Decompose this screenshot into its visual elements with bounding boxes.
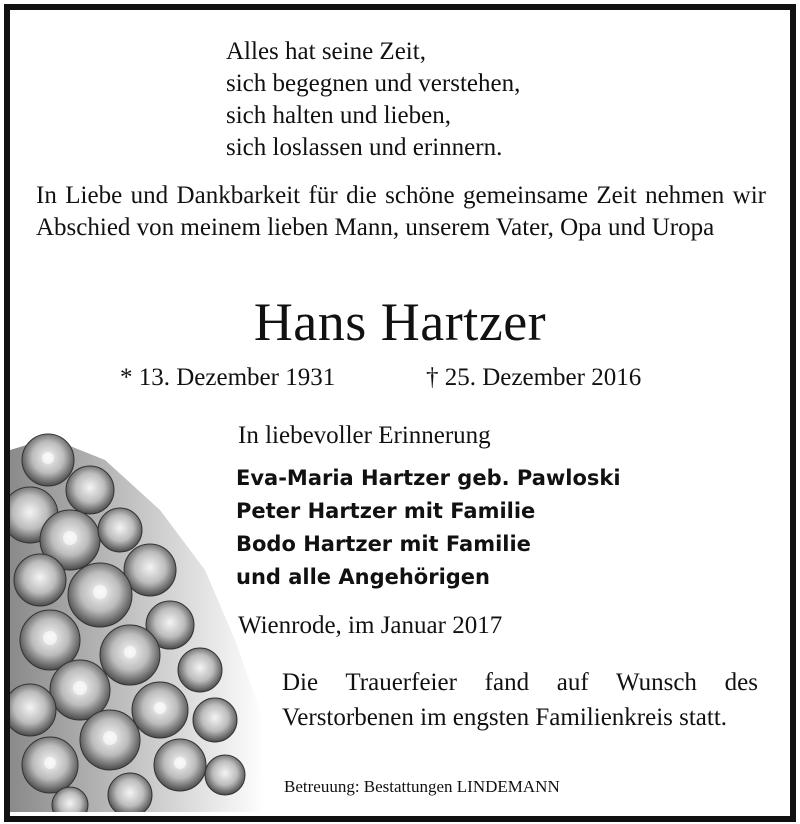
mourner: und alle Angehörigen [236, 565, 490, 589]
poem-line: sich begegnen und verstehen, [226, 70, 521, 97]
intro-text: In Liebe und Dankbarkeit für die schöne gemeinsame Zeit nehmen wir Abschied von meinem lieben Mann, unserem Vater, Opa und Uropa [36, 182, 766, 241]
poem [226, 36, 520, 164]
mourners-list [236, 462, 621, 594]
deceased-name: Hans Hartzer [253, 292, 547, 352]
memory-line: In liebevoller Erinnerung [238, 422, 491, 449]
death-date: † 25. Dezember 2016 [426, 364, 642, 391]
poem-line: sich loslassen und erinnern. [226, 134, 503, 161]
obituary-notice [4, 4, 796, 822]
poem-line: Alles hat seine Zeit, [226, 38, 426, 65]
funeral-notice: Die Trauerfeier fand auf Wunsch des Verstorbenen im engsten Familienkreis statt. [282, 669, 758, 731]
flowers-image [10, 420, 270, 812]
mourner: Eva-Maria Hartzer geb. Pawloski [236, 466, 621, 490]
mourner: Bodo Hartzer mit Familie [236, 532, 531, 556]
poem-line: sich halten und lieben, [226, 102, 451, 129]
birth-date: * 13. Dezember 1931 [120, 364, 336, 391]
funeral-home-credit: Betreuung: Bestattungen LINDEMANN [284, 777, 560, 796]
place-date: Wienrode, im Januar 2017 [238, 612, 503, 639]
mourner: Peter Hartzer mit Familie [236, 499, 536, 523]
